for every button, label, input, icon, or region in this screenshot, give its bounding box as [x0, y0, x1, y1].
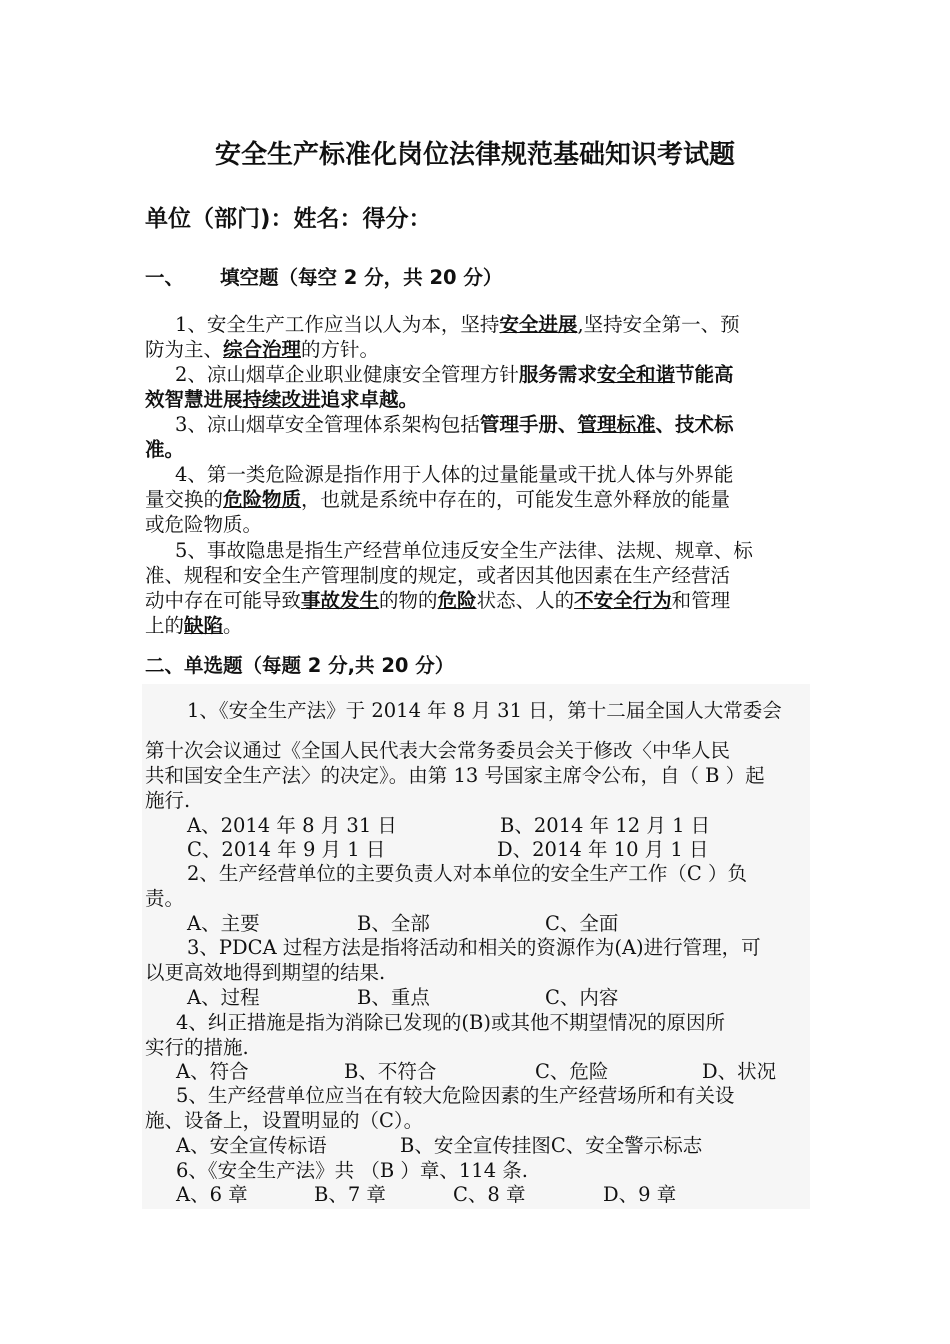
mc-q2-option-a: A、主要: [187, 912, 260, 935]
mc-q5-option-bc: B、安全宣传挂图C、安全警示标志: [400, 1134, 703, 1157]
fill-q5-line4: 上的缺陷。: [145, 614, 243, 637]
mc-q3-line1: 3、PDCA 过程方法是指将活动和相关的资源作为(A)进行管理，可: [187, 936, 761, 959]
fill-q3-line2: 准。: [145, 438, 185, 461]
exam-header-fields: 单位（部门)：姓名：得分：: [145, 206, 432, 232]
fill-q5-line1: 5、事故隐患是指生产经营单位违反安全生产法律、法规、规章、标: [175, 539, 753, 562]
section-1-title: 填空题（每空 2 分，共 20 分）: [220, 266, 503, 289]
mc-q6-option-a: A、6 章: [176, 1183, 248, 1206]
answer-blank: 安全和谐: [596, 363, 675, 386]
fill-q1-line1: 1、安全生产工作应当以人为本，坚持安全进展,坚持安全第一、预: [175, 313, 740, 336]
answer-blank: 管理标准: [577, 413, 656, 436]
mc-q1-option-a: A、2014 年 8 月 31 日: [187, 814, 397, 837]
fill-q4-line3: 或危险物质。: [145, 513, 263, 536]
mc-q5-line1: 5、生产经营单位应当在有较大危险因素的生产经营场所和有关设: [176, 1084, 735, 1107]
mc-q3-option-a: A、过程: [187, 986, 260, 1009]
fill-q5-line3: 动中存在可能导致事故发生的物的危险状态、人的不安全行为和管理: [145, 589, 731, 612]
fill-q5-line2: 准、规程和安全生产管理制度的规定，或者因其他因素在生产经营活: [145, 564, 731, 587]
mc-q1-line1: 1、《安全生产法》于 2014 年 8 月 31 日，第十二届全国人大常委会: [187, 699, 782, 722]
mc-q3-option-c: C、内容: [545, 986, 619, 1009]
mc-q5-line2: 施、设备上，设置明显的（C）。: [145, 1109, 424, 1132]
mc-q4-line1: 4、纠正措施是指为消除已发现的(B)或其他不期望情况的原因所: [176, 1011, 725, 1034]
section-1-number: 一、: [145, 266, 185, 289]
mc-q3-line2: 以更高效地得到期望的结果.: [145, 961, 386, 984]
answer-blank: 综合治理: [223, 338, 302, 361]
section-2-heading: 二、单选题（每题 2 分,共 20 分）: [145, 654, 455, 677]
answer-blank: 不安全行为: [574, 589, 672, 612]
fill-q2-line2: 效智慧进展持续改进追求卓越。: [145, 388, 419, 411]
answer-blank: 危险: [437, 589, 477, 612]
answer-blank: 缺陷: [184, 614, 224, 637]
mc-q4-option-d: D、状况: [702, 1060, 777, 1083]
mc-q2-line1: 2、生产经营单位的主要负责人对本单位的安全生产工作（C ）负: [187, 862, 748, 885]
document-title: 安全生产标准化岗位法律规范基础知识考试题: [214, 140, 735, 170]
fill-q4-line1: 4、第一类危险源是指作用于人体的过量能量或干扰人体与外界能: [175, 463, 734, 486]
mc-q1-option-c: C、2014 年 9 月 1 日: [187, 838, 386, 861]
mc-q3-option-b: B、重点: [357, 986, 430, 1009]
answer-blank: 事故发生: [301, 589, 380, 612]
fill-q4-line2: 量交换的危险物质，也就是系统中存在的，可能发生意外释放的能量: [145, 488, 731, 511]
mc-q4-option-b: B、不符合: [344, 1060, 437, 1083]
mc-q1-option-b: B、2014 年 12 月 1 日: [500, 814, 711, 837]
answer-blank: 持续改进: [242, 388, 321, 411]
mc-q4-line2: 实行的措施.: [145, 1036, 249, 1059]
mc-q1-line2: 第十次会议通过《全国人民代表大会常务委员会关于修改〈中华人民: [145, 739, 731, 762]
answer-blank: 安全进展: [499, 313, 578, 336]
mc-q1-line3: 共和国安全生产法〉的决定》。由第 13 号国家主席令公布，自（ B ）起: [145, 764, 765, 787]
mc-q4-option-a: A、符合: [176, 1060, 249, 1083]
mc-q5-option-a: A、安全宣传标语: [176, 1134, 327, 1157]
fill-q1-line2: 防为主、综合治理的方针。: [145, 338, 380, 361]
fill-q3-line1: 3、凉山烟草安全管理体系架构包括管理手册、管理标准、技术标: [175, 413, 734, 436]
mc-q1-option-d: D、2014 年 10 月 1 日: [497, 838, 709, 861]
mc-q2-option-b: B、全部: [357, 912, 430, 935]
mc-q6-option-d: D、9 章: [603, 1183, 677, 1206]
mc-q2-option-c: C、全面: [545, 912, 619, 935]
mc-q6-option-c: C、8 章: [453, 1183, 526, 1206]
mc-q6-line1: 6、《安全生产法》共 （B ）章、114 条.: [176, 1159, 528, 1182]
mc-q4-option-c: C、危险: [535, 1060, 609, 1083]
answer-blank: 危险物质: [223, 488, 302, 511]
section-1-heading: [145, 262, 502, 290]
mc-q1-line4: 施行.: [145, 789, 191, 812]
fill-q2-line1: 2、凉山烟草企业职业健康安全管理方针服务需求安全和谐节能高: [175, 363, 734, 386]
mc-q2-line2: 责。: [145, 887, 185, 910]
mc-q6-option-b: B、7 章: [314, 1183, 386, 1206]
